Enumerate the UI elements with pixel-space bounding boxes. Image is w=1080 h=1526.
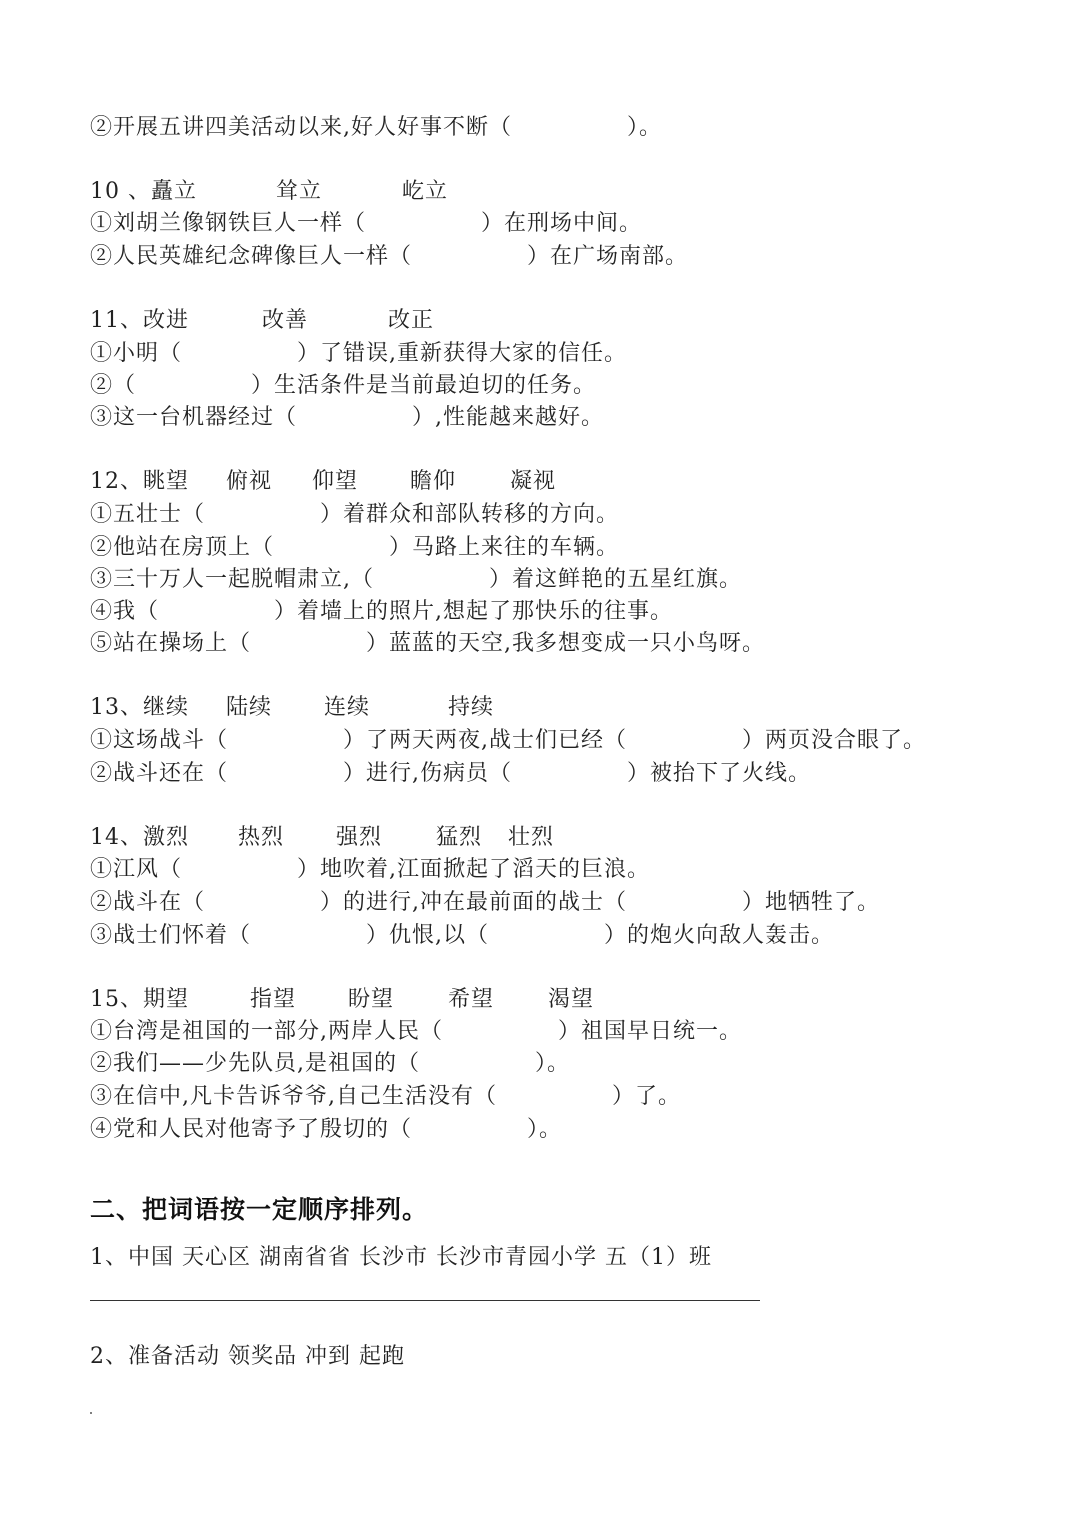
q12-word-1: 12、眺望	[90, 469, 189, 494]
q13-word-1: 13、继续	[90, 695, 189, 720]
section-2-q2: 2、准备活动 领奖品 冲到 起跑	[90, 1344, 405, 1369]
q13-item-1: ①这场战斗（ ）了两天两夜,战士们已经（ ）两页没合眼了。	[90, 728, 926, 753]
q13-item-2: ②战斗还在（ ）进行,伤病员（ ）被抬下了火线。	[90, 761, 811, 786]
q12-word-4: 瞻仰	[410, 469, 457, 494]
q15-item-4: ④党和人民对他寄予了殷切的（ ）。	[90, 1117, 563, 1142]
q14-item-1: ①江风（ ）地吹着,江面掀起了滔天的巨浪。	[90, 857, 650, 882]
q15-item-1: ①台湾是祖国的一部分,两岸人民（ ）祖国早日统一。	[90, 1019, 742, 1044]
q9-item-2: ②开展五讲四美活动以来,好人好事不断（ ）。	[90, 115, 662, 140]
q11-word-3: 改正	[388, 308, 435, 333]
q11-item-1: ①小明（ ）了错误,重新获得大家的信任。	[90, 341, 627, 366]
q12-item-2: ②他站在房顶上（ ）马路上来往的车辆。	[90, 535, 620, 560]
stray-dot	[90, 1412, 92, 1414]
q15-word-3: 盼望	[348, 987, 395, 1012]
q14-word-1: 14、激烈	[90, 825, 189, 850]
q12-item-1: ①五壮士（ ）着群众和部队转移的方向。	[90, 502, 620, 527]
q15-item-3: ③在信中,凡卡告诉爷爷,自己生活没有（ ）了。	[90, 1084, 681, 1109]
q10-word-1: 10 、矗立	[90, 179, 197, 204]
q12-item-3: ③三十万人一起脱帽肃立,（ ）着这鲜艳的五星红旗。	[90, 567, 742, 592]
q10-word-2: 耸立	[276, 179, 323, 204]
q11-word-1: 11、改进	[90, 308, 189, 333]
q14-word-5: 壮烈	[508, 825, 555, 850]
q14-word-2: 热烈	[238, 825, 285, 850]
q13-word-3: 连续	[324, 695, 371, 720]
q12-header	[90, 468, 556, 496]
q15-header	[90, 986, 594, 1014]
q14-word-4: 猛烈	[436, 825, 483, 850]
section-2-heading: 二、把词语按一定顺序排列。	[90, 1195, 429, 1224]
q10-word-3: 屹立	[402, 179, 449, 204]
q10-header	[90, 178, 448, 206]
q15-word-1: 15、期望	[90, 987, 189, 1012]
q12-item-4: ④我（ ）着墙上的照片,想起了那快乐的往事。	[90, 599, 673, 624]
q13-word-2: 陆续	[226, 695, 273, 720]
q15-word-2: 指望	[250, 987, 297, 1012]
q15-word-5: 渴望	[548, 987, 595, 1012]
q12-word-2: 俯视	[226, 469, 273, 494]
q10-item-2: ②人民英雄纪念碑像巨人一样（ ）在广场南部。	[90, 244, 689, 269]
q14-header	[90, 824, 554, 852]
q12-word-5: 凝视	[510, 469, 557, 494]
q13-header	[90, 694, 494, 722]
q14-item-2: ②战斗在（ ）的进行,冲在最前面的战士（ ）地牺牲了。	[90, 890, 880, 915]
q14-item-3: ③战士们怀着（ ）仇恨,以（ ）的炮火向敌人轰击。	[90, 923, 834, 948]
q12-item-5: ⑤站在操场上（ ）蓝蓝的天空,我多想变成一只小鸟呀。	[90, 631, 765, 656]
answer-line	[90, 1300, 760, 1301]
q11-header	[90, 307, 434, 335]
q14-word-3: 强烈	[336, 825, 383, 850]
q11-item-2: ②（ ）生活条件是当前最迫切的任务。	[90, 373, 597, 398]
q12-word-3: 仰望	[312, 469, 359, 494]
section-2-q1: 1、中国 天心区 湖南省省 长沙市 长沙市青园小学 五（1）班	[90, 1245, 712, 1270]
q11-item-3: ③这一台机器经过（ ）,性能越来越好。	[90, 405, 604, 430]
q15-item-2: ②我们——少先队员,是祖国的（ ）。	[90, 1051, 570, 1076]
q11-word-2: 改善	[262, 308, 309, 333]
q13-word-4: 持续	[448, 695, 495, 720]
q15-word-4: 希望	[448, 987, 495, 1012]
q10-item-1: ①刘胡兰像钢铁巨人一样（ ）在刑场中间。	[90, 211, 643, 236]
